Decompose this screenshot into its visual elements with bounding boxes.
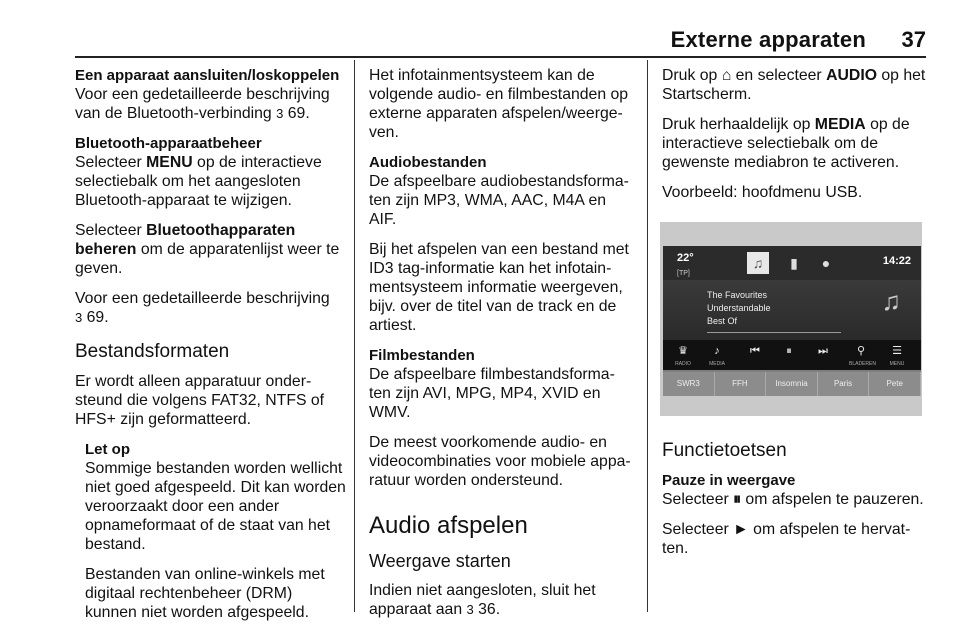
film-paragraph-2: De meest voorkomende audio- en videocombinaties voor mobiele appa-ratuur worden ondersteund. xyxy=(369,434,631,489)
interactive-selector-bar xyxy=(663,340,921,370)
favourite-button[interactable]: FFH xyxy=(715,372,767,396)
bt-heading: Bluetooth-apparaatbeheer xyxy=(75,135,262,152)
formats-heading: Bestandsformaten xyxy=(75,341,230,362)
favourite-button[interactable]: Pete xyxy=(869,372,921,396)
clock: 14:22 xyxy=(882,255,911,267)
pause-heading: Pauze in weergave xyxy=(662,472,796,489)
pause-icon[interactable]: ⏸ xyxy=(786,345,792,357)
note-heading: Let op xyxy=(85,441,130,458)
play-icon: ► xyxy=(733,521,749,538)
start-text: Indien niet aangesloten, sluit het apparaat aan 3 36. xyxy=(369,582,596,618)
instruction-2: Druk herhaaldelijk op MEDIA op de interactieve selectiebalk om de gewenste mediabron te activeren. xyxy=(662,116,910,171)
previous-icon[interactable]: ⏮ xyxy=(750,345,760,357)
audio-heading: Audiobestanden xyxy=(369,154,487,171)
traffic-program: [TP] xyxy=(677,270,690,277)
connect-heading: Een apparaat aansluiten/loskoppelen xyxy=(75,67,340,84)
favourite-button[interactable]: Insomnia xyxy=(766,372,818,396)
favourite-button[interactable]: SWR3 xyxy=(663,372,715,396)
resume-text: Selecteer ► om afspelen te hervat-ten. xyxy=(662,521,911,557)
reference-arrow-icon: 3 xyxy=(276,106,284,121)
home-icon: ⌂ xyxy=(721,67,732,84)
menu-icon[interactable]: ☰ MENU xyxy=(889,345,905,367)
favourites-bar xyxy=(663,372,921,396)
column-divider xyxy=(647,60,648,612)
track-title: The Favourites xyxy=(707,290,768,300)
connect-text: Voor een gedetailleerde beschrijving van de Bluetooth-verbinding 3 69. xyxy=(75,86,330,122)
page-number: 37 xyxy=(901,27,926,52)
favourite-button[interactable]: Paris xyxy=(818,372,870,396)
note-paragraph-2: Bestanden van online-winkels met digitaal rechtenbeheer (DRM) kunnen niet worden afgespeeld. xyxy=(85,566,325,621)
page-title: Externe apparaten xyxy=(670,27,866,52)
formats-text: Er wordt alleen apparatuur onder-steund die volgens FAT32, NTFS of HFS+ zijn geformatteerd. xyxy=(75,373,325,428)
note-paragraph-1: Sommige bestanden worden wellicht niet goed afgespeeld. Dit kan worden veroorzaakt door een ander opnameformaat of de staat van het bestand. xyxy=(85,460,346,553)
progress-bar[interactable] xyxy=(707,332,841,333)
page-header xyxy=(75,0,926,58)
audio-paragraph-1: De afspeelbare audiobestandsforma-ten zijn MP3, WMA, AAC, M4A en AIF. xyxy=(369,173,629,228)
usb-icon[interactable]: ▮ xyxy=(790,255,798,271)
note-box xyxy=(85,440,347,622)
media-icon[interactable]: ♪ MEDIA xyxy=(709,345,725,367)
example-caption: Voorbeeld: hoofdmenu USB. xyxy=(662,184,863,201)
radio-icon[interactable]: ♛ RADIO xyxy=(675,345,691,367)
bt-paragraph-1: Selecteer MENU op de interactieve selectiebalk om het aangesloten Bluetooth-apparaat te wijzigen. xyxy=(75,154,322,209)
instruction-1: Druk op ⌂ en selecteer AUDIO op het Startscherm. xyxy=(662,67,926,103)
film-paragraph-1: De afspeelbare filmbestandsforma-ten zijn AVI, MPG, MP4, XVID en WMV. xyxy=(369,366,615,421)
bt-paragraph-3: Voor een gedetailleerde beschrijving 3 69. xyxy=(75,290,330,326)
music-note-icon[interactable]: ♫ xyxy=(747,252,769,274)
temperature: 22° xyxy=(677,252,694,264)
column-1 xyxy=(75,66,347,633)
pause-icon: ⏸ xyxy=(733,491,742,508)
pause-text: Selecteer ⏸ om afspelen te pauzeren. xyxy=(662,491,924,508)
film-heading: Filmbestanden xyxy=(369,347,475,364)
album-art-icon: ♫ xyxy=(881,286,901,316)
func-heading: Functietoetsen xyxy=(662,440,787,461)
column-divider xyxy=(354,60,355,612)
search-icon[interactable]: ⚲ BLADEREN xyxy=(849,345,876,367)
next-icon[interactable]: ⏭ xyxy=(818,345,828,357)
track-artist: Understandable xyxy=(707,303,771,313)
now-playing xyxy=(663,280,921,340)
column-3 xyxy=(662,66,932,569)
bt-paragraph-2: Selecteer Bluetoothapparaten beheren om de apparatenlijst weer te geven. xyxy=(75,222,340,277)
info-icon[interactable]: ● xyxy=(821,255,831,271)
audio-paragraph-2: Bij het afspelen van een bestand met ID3 tag-informatie kan het infotain-mentsysteem informatie weergeven, bijv. over de titel van de track en de artiest. xyxy=(369,241,629,334)
reference-arrow-icon: 3 xyxy=(466,602,474,617)
usb-main-menu-screenshot xyxy=(660,222,922,416)
status-bar xyxy=(663,246,921,280)
track-album: Best Of xyxy=(707,316,738,326)
start-heading: Weergave starten xyxy=(369,551,511,571)
column-2 xyxy=(369,66,635,630)
intro-text: Het infotainmentsysteem kan de volgende audio- en filmbestanden op externe apparaten afspelen/weerge-ven. xyxy=(369,67,629,141)
play-heading: Audio afspelen xyxy=(369,512,528,539)
reference-arrow-icon: 3 xyxy=(75,310,83,325)
